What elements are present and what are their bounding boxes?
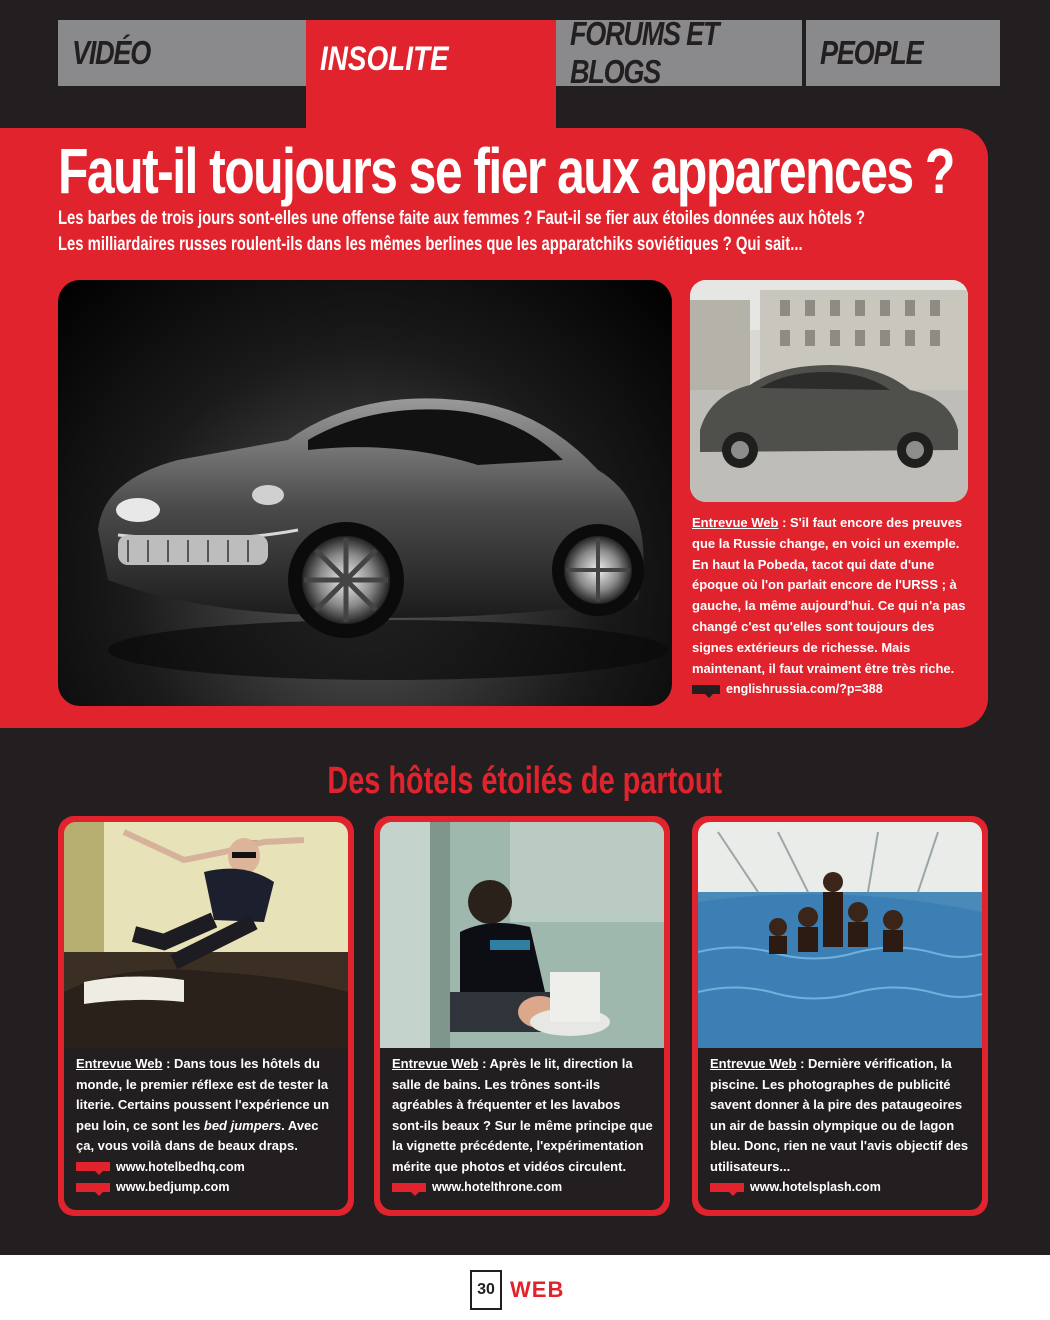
link-arrow-icon (692, 685, 720, 694)
card-link[interactable] (76, 1177, 338, 1198)
card-hotelsplash (692, 816, 988, 1216)
card-lead[interactable]: Entrevue Web (392, 1056, 479, 1071)
pool-photo (698, 822, 982, 1048)
tab-forums-et-blogs[interactable]: FORUMS ET BLOGS (556, 20, 802, 86)
intro-line-1: Les barbes de trois jours sont-elles une offense faite aux femmes ? Faut-il se fier aux étoiles données aux hôtels ? (58, 208, 866, 229)
bathroom-illustration (380, 822, 664, 1048)
card-link[interactable] (76, 1157, 338, 1178)
old-car-illustration (690, 280, 968, 502)
caption-link-text[interactable]: englishrussia.com/?p=388 (726, 682, 883, 697)
panel-notch-left (0, 86, 306, 128)
page-number: 30 (470, 1270, 502, 1310)
card-body: : Dans tous les hôtels du monde, le premier réflexe est de tester la literie. Certains poussent l'expérience un peu loin, ce sont les (76, 1056, 330, 1133)
section-title: Des hôtels étoilés de partout (327, 760, 723, 802)
link-arrow-icon (710, 1183, 744, 1192)
bed-jumper-photo (64, 822, 348, 1048)
card-link[interactable] (710, 1177, 972, 1198)
link-arrow-icon (76, 1183, 110, 1192)
caption-link[interactable] (692, 679, 968, 700)
tab-people[interactable]: PEOPLE (806, 20, 1000, 86)
bed-jumper-illustration (64, 822, 348, 1048)
link-arrow-icon (76, 1162, 110, 1171)
link-arrow-icon (392, 1183, 426, 1192)
card-inner (64, 822, 348, 1210)
card-body: : Dernière vérification, la piscine. Les photographes de publicité savent donner à la pire des pataugeoires un air de bassin olympique ou de lagon bleu. Donc, rien ne vaut l'avis objectif des utilisateurs... (710, 1056, 969, 1174)
article-headline: Faut-il toujours se fier aux apparences ? (58, 135, 954, 207)
intro-line-2: Les milliardaires russes roulent-ils dans les mêmes berlines que les apparatchiks soviétiques ? Qui sait... (58, 234, 803, 255)
main-caption (692, 513, 968, 700)
card-link-text[interactable]: www.hotelbedhq.com (116, 1159, 245, 1174)
tab-video[interactable]: VIDÉO (58, 20, 306, 86)
panel-notch-right (556, 86, 1050, 128)
card-inner (380, 822, 664, 1210)
card-text (76, 1054, 338, 1198)
article-intro (58, 206, 865, 258)
old-pobeda-car-photo (690, 280, 968, 502)
caption-lead[interactable]: Entrevue Web (692, 515, 779, 530)
card-body-end: . Avec ça, vous voilà dans de beaux draps. (76, 1117, 319, 1153)
card-link-text[interactable]: www.hotelsplash.com (750, 1180, 881, 1194)
card-link-text[interactable]: www.bedjump.com (116, 1180, 230, 1194)
card-body: : Après le lit, direction la salle de bains. Les trônes sont-ils agréables à fréquenter et les lavabos sont-ils beaux ? Sur le même principe que la vignette précédente, l'expérimentation mérite que photos et vidéos circulent. (392, 1056, 653, 1174)
bathroom-photo (380, 822, 664, 1048)
card-text (710, 1054, 972, 1198)
modern-car-illustration (58, 280, 672, 706)
modern-car-photo (58, 280, 672, 706)
card-text (392, 1054, 654, 1198)
pool-illustration (698, 822, 982, 1048)
page-footer (470, 1270, 564, 1310)
card-link[interactable] (392, 1177, 654, 1198)
card-body-italic: bed jumpers (203, 1117, 282, 1133)
card-lead[interactable]: Entrevue Web (710, 1056, 797, 1071)
card-inner (698, 822, 982, 1210)
caption-body: : S'il faut encore des preuves que la Russie change, en voici un exemple. En haut la Pobeda, tacot qui date d'une époque où l'on parlait encore de l'URSS ; à gauche, la même aujourd'hui. Ce qui n'a pas changé c'est qu'elles sont toujours des signes extérieurs de richesse. Mais maintenant, il faut vraiment être très riche. (692, 515, 966, 676)
card-lead[interactable]: Entrevue Web (76, 1056, 163, 1071)
section-name: WEB (510, 1277, 565, 1302)
card-bedjump (58, 816, 354, 1216)
card-hotelthrone (374, 816, 670, 1216)
card-link-text[interactable]: www.hotelthrone.com (432, 1180, 563, 1194)
tab-insolite[interactable]: INSOLITE (320, 40, 449, 78)
